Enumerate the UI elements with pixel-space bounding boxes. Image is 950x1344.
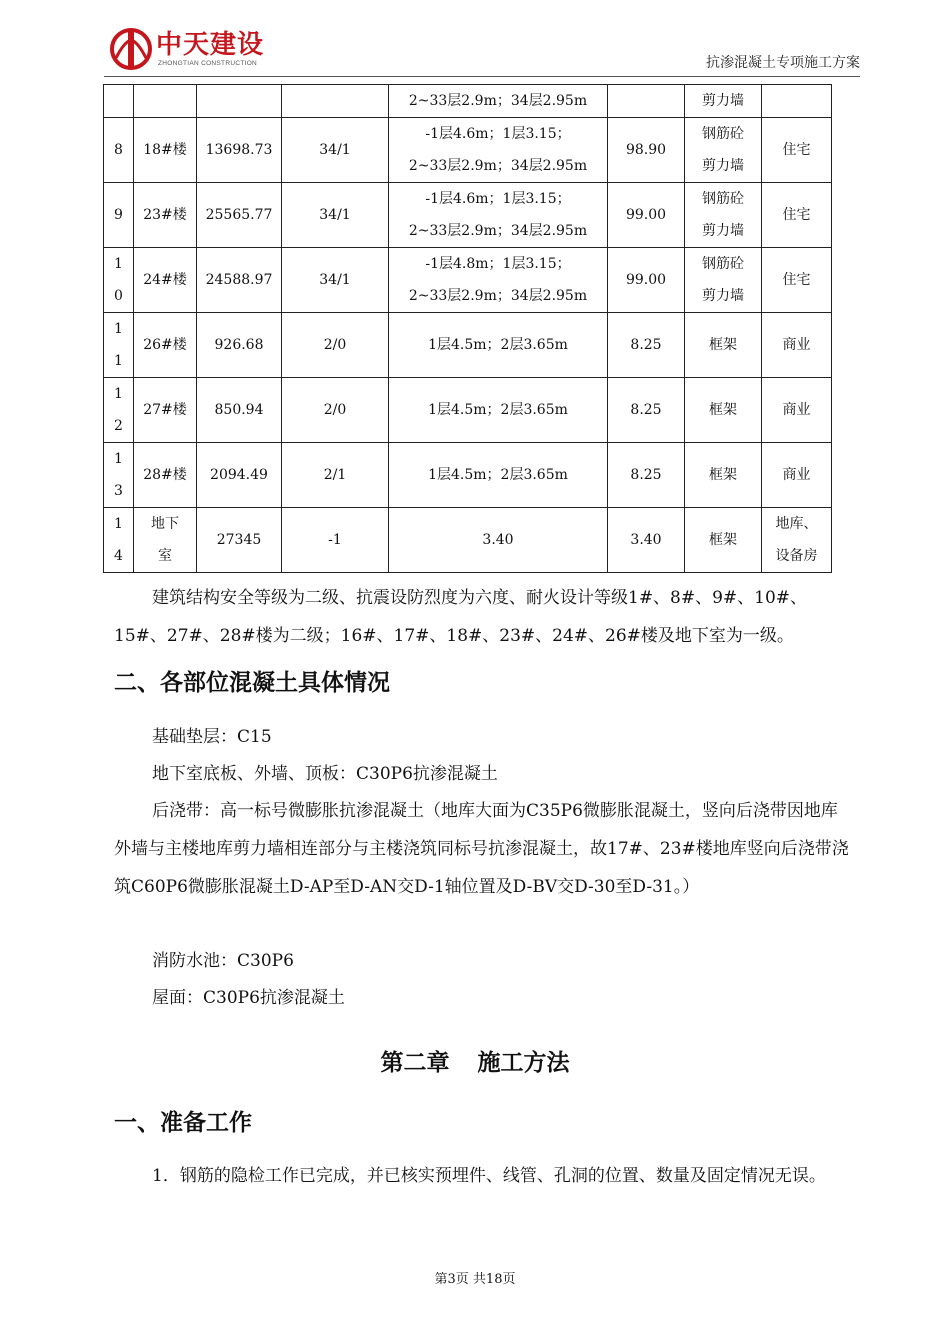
cell-index-digit: 4 (114, 548, 123, 564)
cell-floors: 2/1 (282, 443, 389, 508)
cell-floor-heights (389, 313, 608, 378)
cell-structure (685, 85, 762, 118)
logo-mark-icon (110, 28, 152, 70)
cell-structure (685, 313, 762, 378)
cell-floor-heights (389, 378, 608, 443)
cell-index (104, 313, 134, 378)
cell-floors: 34/1 (282, 183, 389, 248)
cell-usage-line: 地库、 (775, 516, 818, 532)
cell-index (104, 508, 134, 573)
cell-floor-heights-line: -1层4.8m；1层3.15； (425, 256, 571, 272)
table-row (104, 118, 832, 183)
cell-index-digit: 0 (114, 288, 123, 304)
cell-structure-line: 钢筋砼 (702, 256, 744, 272)
cell-index: 8 (104, 118, 134, 183)
chapter-title: 施工方法 (477, 1050, 570, 1076)
cell-usage-line: 商业 (782, 402, 811, 418)
cell-total-height (608, 85, 685, 118)
cell-structure (685, 378, 762, 443)
cell-structure (685, 443, 762, 508)
table-row (104, 85, 832, 118)
cell-total-height: 99.00 (608, 183, 685, 248)
section-heading-preparation: 一、准备工作 (114, 1110, 252, 1136)
cell-floor-heights-line: 2~33层2.9m；34层2.95m (408, 93, 588, 109)
cell-floors: -1 (282, 508, 389, 573)
cell-floor-heights (389, 248, 608, 313)
section-heading-concrete: 二、各部位混凝土具体情况 (114, 670, 390, 696)
cell-index-digit: 3 (114, 483, 123, 499)
cell-building: 28#楼 (134, 443, 197, 508)
cell-structure-line: 剪力墙 (702, 223, 744, 239)
cell-index-digit: 1 (114, 321, 123, 337)
cell-floors: 34/1 (282, 248, 389, 313)
cell-building-line: 地下 (151, 516, 179, 532)
concrete-item-basement: 地下室底板、外墙、顶板：C30P6抗渗混凝土 (152, 764, 498, 784)
cell-usage-line: 商业 (782, 337, 811, 353)
cell-area: 850.94 (197, 378, 282, 443)
page-number: 第3页 共18页 (434, 1272, 516, 1287)
cell-structure (685, 248, 762, 313)
cell-structure-line: 剪力墙 (702, 158, 744, 174)
cell-usage-line: 住宅 (782, 207, 811, 223)
cell-floor-heights (389, 183, 608, 248)
cell-structure-line: 框架 (709, 467, 737, 483)
cell-total-height: 98.90 (608, 118, 685, 183)
cell-usage (762, 313, 832, 378)
cell-floor-heights-line: 3.40 (482, 532, 514, 548)
cell-usage (762, 85, 832, 118)
concrete-item-roof: 屋面：C30P6抗渗混凝土 (152, 988, 345, 1008)
cell-floor-heights-line: 1层4.5m；2层3.65m (428, 337, 568, 353)
company-logo (110, 28, 270, 70)
cell-index (104, 443, 134, 508)
cell-total-height: 3.40 (608, 508, 685, 573)
cell-index (104, 248, 134, 313)
cell-usage (762, 378, 832, 443)
cell-floor-heights-line: 1层4.5m；2层3.65m (428, 402, 568, 418)
cell-floor-heights (389, 508, 608, 573)
cell-total-height: 99.00 (608, 248, 685, 313)
cell-floor-heights (389, 443, 608, 508)
logo-text-cn: 中天建设 (156, 30, 265, 60)
cell-floors (282, 85, 389, 118)
cell-total-height: 8.25 (608, 378, 685, 443)
cell-total-height: 8.25 (608, 313, 685, 378)
cell-floor-heights (389, 118, 608, 183)
concrete-item-cushion: 基础垫层：C15 (152, 727, 272, 747)
cell-floors: 34/1 (282, 118, 389, 183)
table-row (104, 443, 832, 508)
cell-usage-line: 住宅 (782, 272, 811, 288)
cell-area: 13698.73 (197, 118, 282, 183)
cell-usage-line: 设备房 (775, 548, 818, 564)
cell-area (197, 85, 282, 118)
cell-floor-heights-line: 2~33层2.9m；34层2.95m (408, 158, 588, 174)
concrete-item-post-pour-strip: 后浇带：高一标号微膨胀抗渗混凝土（地库大面为C35P6微膨胀混凝土，竖向后浇带因地库外墙与主楼地库剪力墙相连部分与主楼浇筑同标号抗渗混凝土，故17#、23#楼地库竖向后浇带浇筑C60P6微膨胀混凝土D-AP至D-AN交D-1轴位置及D-BV交D-30至D-31。） (114, 801, 849, 897)
cell-structure (685, 183, 762, 248)
cell-structure-line: 框架 (709, 337, 737, 353)
cell-structure-line: 剪力墙 (702, 288, 744, 304)
cell-usage-line: 住宅 (782, 142, 811, 158)
cell-building (134, 85, 197, 118)
cell-floor-heights-line: -1层4.6m；1层3.15； (425, 191, 571, 207)
cell-structure (685, 508, 762, 573)
table-row (104, 313, 832, 378)
cell-structure-line: 剪力墙 (702, 93, 744, 109)
cell-structure-line: 钢筋砼 (702, 126, 744, 142)
cell-floor-heights (389, 85, 608, 118)
cell-building (134, 508, 197, 573)
chapter-heading (0, 1044, 950, 1077)
cell-building-line: 室 (158, 548, 172, 564)
cell-floor-heights-line: 1层4.5m；2层3.65m (428, 467, 568, 483)
table-row (104, 248, 832, 313)
cell-structure-line: 框架 (709, 532, 737, 548)
cell-structure-line: 框架 (709, 402, 737, 418)
cell-floor-heights-line: 2~33层2.9m；34层2.95m (408, 288, 588, 304)
cell-floor-heights-line: -1层4.6m；1层3.15； (425, 126, 571, 142)
document-title: 抗渗混凝土专项施工方案 (706, 55, 860, 71)
cell-structure (685, 118, 762, 183)
cell-building: 18#楼 (134, 118, 197, 183)
table-row (104, 183, 832, 248)
cell-index-digit: 1 (114, 256, 123, 272)
table-row (104, 508, 832, 573)
cell-area: 926.68 (197, 313, 282, 378)
chapter-number: 第二章 (380, 1050, 450, 1076)
cell-index-digit: 1 (114, 516, 123, 532)
cell-usage (762, 443, 832, 508)
cell-index (104, 85, 134, 118)
cell-area: 2094.49 (197, 443, 282, 508)
cell-usage (762, 508, 832, 573)
fire-rating-paragraph: 建筑结构安全等级为二级、抗震设防烈度为六度、耐火设计等级1#、8#、9#、10#、15#、27#、28#楼为二级；16#、17#、18#、23#、24#、26#楼及地下室为一级。 (114, 588, 808, 646)
cell-total-height: 8.25 (608, 443, 685, 508)
cell-usage-line: 商业 (782, 467, 811, 483)
preparation-item-1: 1．钢筋的隐检工作已完成，并已核实预埋件、线管、孔洞的位置、数量及固定情况无误。 (152, 1166, 826, 1186)
cell-floors: 2/0 (282, 378, 389, 443)
cell-area: 27345 (197, 508, 282, 573)
cell-index-digit: 1 (114, 386, 123, 402)
cell-usage (762, 183, 832, 248)
cell-building: 27#楼 (134, 378, 197, 443)
concrete-item-fire-pool: 消防水池：C30P6 (152, 951, 294, 971)
building-spec-table (103, 84, 832, 573)
cell-index (104, 378, 134, 443)
cell-index-digit: 2 (114, 418, 123, 434)
header-rule (104, 76, 860, 77)
page-header (104, 24, 860, 74)
cell-index: 9 (104, 183, 134, 248)
cell-area: 24588.97 (197, 248, 282, 313)
cell-floor-heights-line: 2~33层2.9m；34层2.95m (408, 223, 588, 239)
cell-index-digit: 1 (114, 353, 123, 369)
table-row (104, 378, 832, 443)
cell-structure-line: 钢筋砼 (702, 191, 744, 207)
cell-usage (762, 118, 832, 183)
cell-building: 23#楼 (134, 183, 197, 248)
logo-text-en: ZHONGTIAN CONSTRUCTION (158, 60, 258, 67)
cell-building: 24#楼 (134, 248, 197, 313)
cell-usage (762, 248, 832, 313)
cell-floors: 2/0 (282, 313, 389, 378)
cell-index-digit: 1 (114, 451, 123, 467)
cell-area: 25565.77 (197, 183, 282, 248)
cell-building: 26#楼 (134, 313, 197, 378)
